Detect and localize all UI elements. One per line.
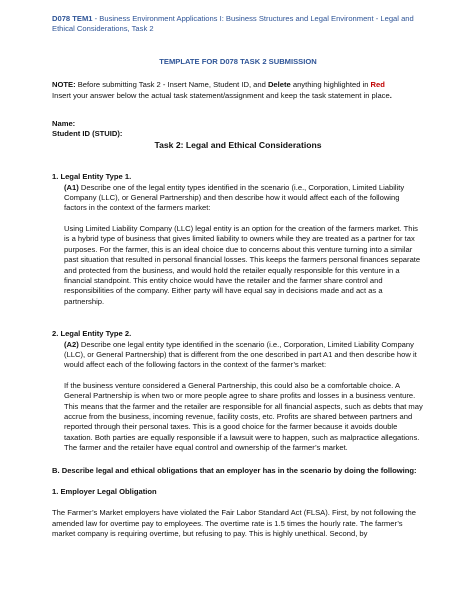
name-field-label: Name: — [52, 119, 76, 129]
course-code: D078 TEM1 — [52, 14, 93, 23]
note-period: . — [389, 90, 392, 100]
note-line-2: Insert your answer below the actual task statement/assignment and keep the task statement in place — [52, 90, 390, 100]
note-label: NOTE: — [52, 80, 76, 90]
section-1-prompt-text: Describe one of the legal entity types identified in the scenario (i.e., Corporation, Limited Liability Company (LLC), or General Partnership) and then describe how it would affect each of the following factors in the context of the farmers market: — [64, 182, 405, 213]
section-2-prompt-code: (A2) — [64, 339, 79, 349]
note-text-1: Before submitting Task 2 - Insert Name, Student ID, and — [75, 80, 268, 90]
note-delete: Delete — [267, 80, 291, 90]
employer-obligation-title: 1. Employer Legal Obligation — [52, 487, 157, 496]
section-legal-entity-2 — [52, 329, 424, 453]
section-legal-entity-1 — [52, 172, 424, 307]
section-1-prompt — [64, 183, 424, 214]
student-id-field-label: Student ID (STUID): — [52, 129, 123, 139]
section-2-prompt — [64, 340, 424, 371]
section-2-prompt-text: Describe one legal entity type identified in the scenario (i.e., Corporation, Limited Liability Company (LLC), or General Partnership) that is different from the one described in part A1 and then describe how it would affect each of the following factors in the context of the farmer’s market: — [64, 339, 417, 370]
document-header — [52, 14, 424, 35]
employer-obligation-answer: The Farmer’s Market employers have violated the Fair Labor Standard Act (FLSA). First, by not following the amended law for overtime pay to employees. The overtime rate is 1.5 times the hourly rate. The farmer’s market company is requiring overtime, but refusing to pay. This is highly unethical. Second, by — [52, 508, 416, 539]
section-1-prompt-code: (A1) — [64, 182, 79, 192]
student-fields — [52, 119, 424, 140]
note-text-2: anything highlighted in — [290, 80, 371, 90]
section-1-answer: Using Limited Liability Company (LLC) legal entity is an option for the creation of the farmers market. This is a hybrid type of business that gives limited liability to owners while they are treated as a partner for tax purposes. For the farmer, this is an ideal choice due to concerns about this venture turning into a similar past situation that resulted in personal financial losses. This keeps the farmers personal finances separate and protected from the business, and would hold the retailer equally responsible for this venture in a financial standpoint. This entity choice would have the retailer and the farmer share control and responsibilities of the company. Either party will have equal say in decisions made and act as a partnership. — [64, 223, 421, 306]
section-2-answer: If the business venture considered a General Partnership, this could also be a comfortable choice. A General Partnership is when two or more people agree to share profits and losses in a business venture. This means that the farmer and the retailer are responsible for all financial aspects, such as debts that may accrue from the business, incoming revenue, facility costs, etc. Profits are shared between partners and reported through their personal taxes. This is a good choice for the farmer because it avoids double taxation. Both parties are equally responsible if a lawsuit were to happen, such as malpractice allegations. The farmer and the retailer have equal control and ownership of the farmer’s market. — [64, 380, 423, 453]
template-title: TEMPLATE FOR D078 TASK 2 SUBMISSION — [159, 56, 317, 66]
header-description: - Business Environment Applications I: Business Structures and Legal Environment - Legal and Ethical Considerations, Task 2 — [52, 14, 414, 34]
note-block — [52, 80, 424, 101]
section-2-title: 2. Legal Entity Type 2. — [52, 329, 132, 339]
note-red: Red — [370, 80, 385, 90]
section-b-title: B. Describe legal and ethical obligations that an employer has in the scenario by doing the following: — [52, 465, 417, 475]
task-title: Task 2: Legal and Ethical Considerations — [154, 139, 322, 150]
section-1-title: 1. Legal Entity Type 1. — [52, 172, 132, 182]
